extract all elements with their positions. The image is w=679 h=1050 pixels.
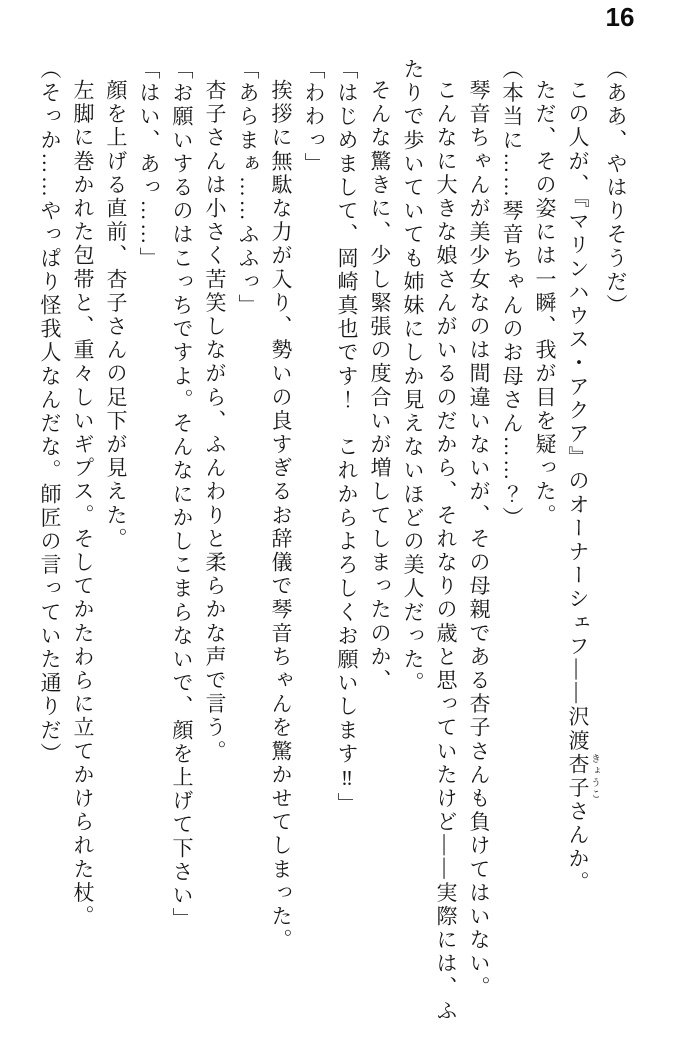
paragraph: 「あらまぁ……ふふっ」 [236, 58, 260, 318]
paragraph: 「お願いするのはこっちですよ。そんなにかしこまらないで、顔を上げて下さい」 [170, 58, 194, 932]
paragraph: 「はじめまして、岡崎真也です！ これからよろしくお願いします‼」 [335, 58, 359, 817]
paragraph: そんな驚きに、少し緊張の度合いが増してしまったのか、 [368, 79, 392, 693]
paragraph: （そっか……やっぱり怪我人なんだな。師匠の言っていた通りだ） [38, 58, 62, 766]
furigana-ruby: 杏子 きょうこ [566, 752, 599, 801]
paragraph: ただ、その姿には一瞬、我が目を疑った。 [533, 79, 557, 528]
page-number: 16 [605, 2, 635, 32]
paragraph: 「はい、あっ……」 [137, 58, 161, 271]
paragraph: 「わわっ」 [302, 58, 326, 176]
paragraph: （ああ、やはりそうだ） [604, 58, 628, 318]
text-block [38, 58, 632, 1030]
paragraph: 琴音ちゃんが美少女なのは間違いないが、その母親である杏子さんも負けてはいない。 [467, 79, 491, 1000]
paragraph: 挨拶に無駄な力が入り、勢いの良すぎるお辞儀で琴音ちゃんを驚かせてしまった。 [269, 79, 293, 953]
paragraph: 左脚に巻かれた包帯と、重々しいギプス。そしてかたわらに立てかけられた杖。 [71, 79, 95, 929]
paragraph: この人が、『マリンハウス・アクア』のオーナーシェフ――沢渡杏子 きょうこさんか。 [566, 79, 599, 895]
paragraph: こんなに大きな娘さんがいるのだから、それなりの歳と思っていたけど――実際には、ふたりで歩いていても姉妹にしか見えないほどの美人だった。 [401, 58, 458, 1023]
paragraph: （本当に……琴音ちゃんのお母さん……？） [500, 58, 524, 530]
paragraph: 杏子さんは小さく苦笑しながら、ふんわりと柔らかな声で言う。 [203, 79, 227, 764]
paragraph: 顔を上げる直前、杏子さんの足下が見えた。 [104, 79, 128, 551]
